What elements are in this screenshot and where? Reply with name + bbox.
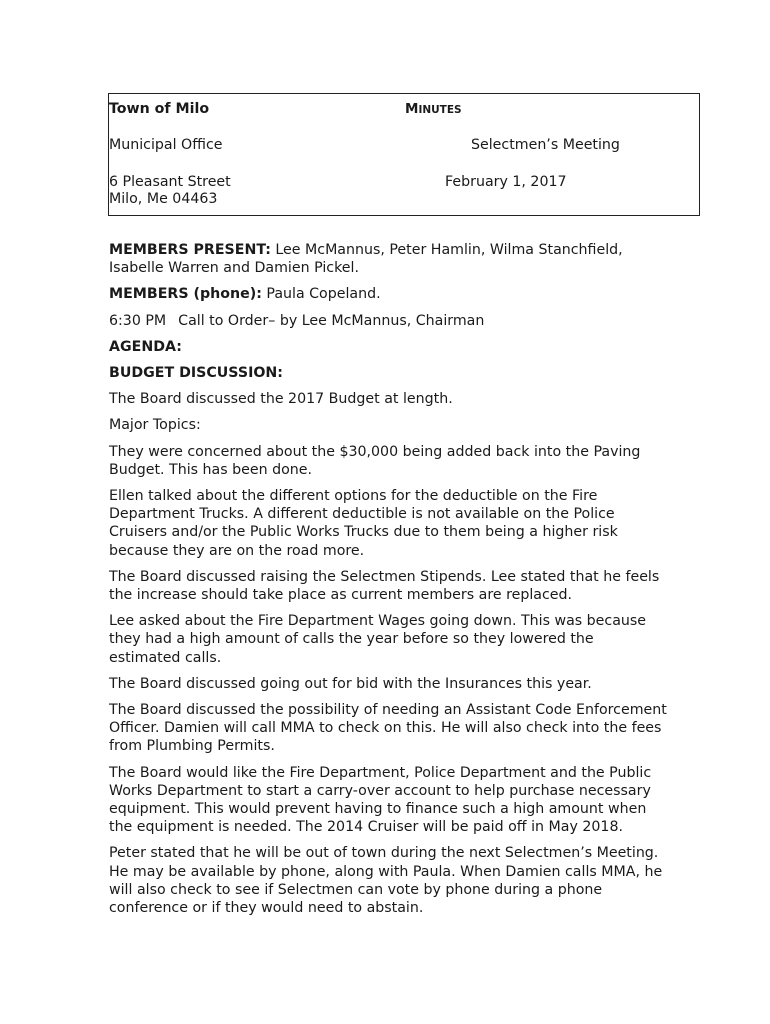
members-present-text: Lee McMannus, Peter Hamlin, Wilma Stanchfield, Isabelle Warren and Damien Pickel. [109,242,623,277]
paragraph: Ellen talked about the different options for the deductible on the Fire Department Trucks. A different deductible is not available on the Police Cruisers and/or the Public Works Trucks due to them being a higher risk because they are on the road more. [109,488,618,559]
document-type-rest: INUTES [418,104,462,116]
agenda-heading: AGENDA: [109,338,182,355]
minutes-body [109,241,669,925]
call-to-order-text: Call to Order– by Lee McMannus, Chairman [178,312,485,329]
members-phone-text: Paula Copeland. [261,286,381,303]
document-type-initial: M [405,101,419,117]
members-present-label: MEMBERS PRESENT: [109,242,271,258]
members-phone [109,285,669,303]
meeting-type: Selectmen’s Meeting [471,137,620,153]
city-address: Milo, Me 04463 [109,191,218,207]
paragraph: The Board discussed the 2017 Budget at length. [109,391,453,408]
office-name: Municipal Office [109,137,223,153]
call-to-order-time: 6:30 PM [109,312,167,329]
street-address: 6 Pleasant Street [109,174,231,190]
call-to-order [109,312,669,330]
paragraph: The Board discussed the possibility of needing an Assistant Code Enforcement Officer. Damien will call MMA to check on this. He will also check into the fees from Plumbing Permits. [109,702,667,755]
meeting-date: February 1, 2017 [445,174,567,190]
town-name: Town of Milo [109,101,210,117]
paragraph: They were concerned about the $30,000 being added back into the Paving Budget. This has been done. [109,443,641,478]
members-present [109,241,669,277]
paragraph: The Board would like the Fire Department, Police Department and the Public Works Department to start a carry-over account to help purchase necessary equipment. This would prevent having to finance such a high amount when the equipment is needed. The 2014 Cruiser will be paid off in May 2018. [109,764,652,836]
paragraph: The Board discussed going out for bid with the Insurances this year. [109,675,592,692]
budget-heading: BUDGET DISCUSSION: [109,365,283,382]
header-box [108,93,700,216]
paragraph: Lee asked about the Fire Department Wages going down. This was because they had a high amount of calls the year before so they lowered the estimated calls. [109,613,647,666]
document-type [405,101,462,119]
paragraph: Peter stated that he will be out of town during the next Selectmen’s Meeting. He may be available by phone, along with Paula. When Damien calls MMA, he will also check to see if Selectmen can vote by phone during a phone conference or if they would need to abstain. [109,845,663,917]
members-phone-label: MEMBERS (phone): [109,286,262,303]
paragraph: The Board discussed raising the Selectmen Stipends. Lee stated that he feels the increase should take place as current members are replaced. [109,568,660,604]
paragraph: Major Topics: [109,417,201,434]
